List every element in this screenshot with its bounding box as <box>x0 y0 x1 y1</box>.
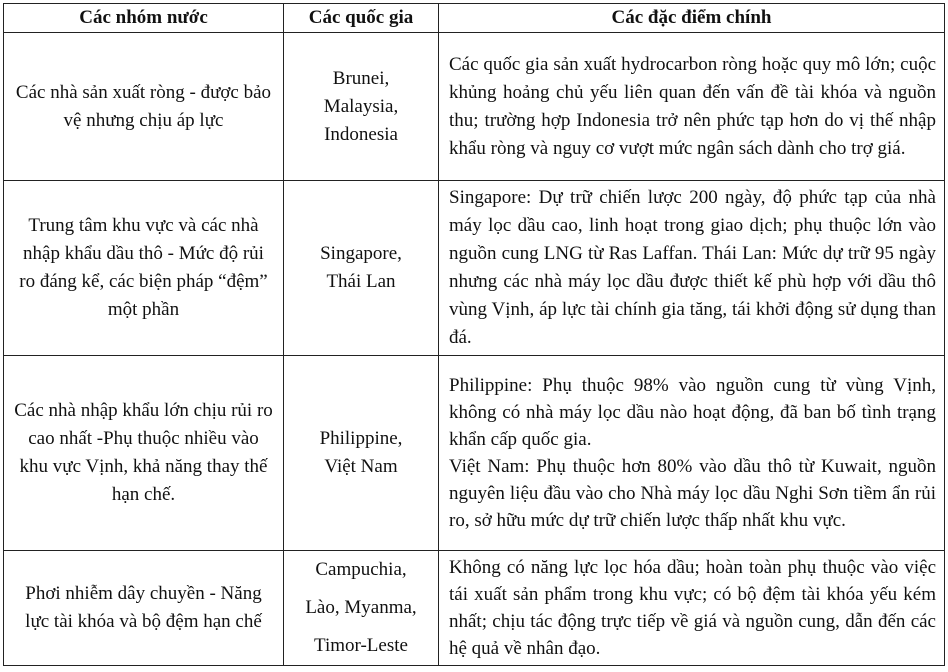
table-row <box>4 356 945 551</box>
table-row <box>4 551 945 666</box>
features-text: Việt Nam: Phụ thuộc hơn 80% vào dầu thô từ Kuwait, nguồn nguyên liệu đầu vào cho Nhà máy lọc dầu Nghi Sơn tiềm ẩn rủi ro, sở hữu mức dự trữ chiến lược thấp nhất khu vực. <box>449 456 936 531</box>
features-text: Singapore: Dự trữ chiến lược 200 ngày, độ phức tạp của nhà máy lọc dầu cao, linh hoạt trong giao dịch; phụ thuộc lớn vào nguồn cung LNG từ Ras Laffan. Thái Lan: Mức dự trữ 95 ngày nhưng các nhà máy lọc dầu được thiết kế phù hợp với dầu thô vùng Vịnh, áp lực tài chính gia tăng, tái khởi động sử dụng than đá. <box>449 187 936 348</box>
country-name: Malaysia, <box>323 95 399 117</box>
features-cell <box>439 33 945 181</box>
countries-cell <box>284 33 439 181</box>
header-group: Các nhóm nước <box>4 4 284 33</box>
country-name: Việt Nam <box>324 456 398 477</box>
country-name: Thái Lan <box>326 271 396 292</box>
country-name: Brunei, <box>332 67 390 89</box>
features-cell <box>439 551 945 666</box>
header-row <box>4 4 945 33</box>
group-cell: Các nhà nhập khẩu lớn chịu rủi ro cao nhất -Phụ thuộc nhiều vào khu vực Vịnh, khả năng thay thế hạn chế. <box>4 356 284 551</box>
country-name: Timor-Leste <box>314 635 408 656</box>
header-features: Các đặc điểm chính <box>439 4 945 33</box>
country-name: Lào, Myanma, <box>305 597 417 618</box>
group-cell: Trung tâm khu vực và các nhà nhập khẩu dầu thô - Mức độ rủi ro đáng kể, các biện pháp “đệm” một phần <box>4 181 284 356</box>
group-cell: Phơi nhiễm dây chuyền - Năng lực tài khóa và bộ đệm hạn chế <box>4 551 284 666</box>
countries-cell <box>284 181 439 356</box>
countries-cell <box>284 551 439 666</box>
features-text: Philippine: Phụ thuộc 98% vào nguồn cung từ vùng Vịnh, không có nhà máy lọc dầu nào hoạt động, đã ban bố tình trạng khẩn cấp quốc gia. <box>449 375 936 450</box>
group-cell: Các nhà sản xuất ròng - được bảo vệ nhưng chịu áp lực <box>4 33 284 181</box>
country-name: Philippine, <box>319 428 403 449</box>
countries-cell <box>284 356 439 551</box>
country-name: Campuchia, <box>315 559 407 580</box>
country-groups-table <box>3 3 945 666</box>
features-text: Các quốc gia sản xuất hydrocarbon ròng hoặc quy mô lớn; cuộc khủng hoảng chủ yếu liên quan đến vấn đề tài khóa và nguồn thu; trường hợp Indonesia trở nên phức tạp hơn do vị thế nhập khẩu ròng và nguy cơ vượt mức ngân sách dành cho trợ giá. <box>449 53 936 159</box>
table-row <box>4 181 945 356</box>
features-cell <box>439 356 945 551</box>
features-cell <box>439 181 945 356</box>
country-name: Indonesia <box>324 123 398 145</box>
header-countries: Các quốc gia <box>284 4 439 33</box>
table-row <box>4 33 945 181</box>
features-text: Không có năng lực lọc hóa dầu; hoàn toàn phụ thuộc vào việc tái xuất sản phẩm trong khu vực; có bộ đệm tài khóa yếu kém nhất; chịu tác động trực tiếp về giá và nguồn cung, dẫn đến các hệ quả về nhân đạo. <box>449 557 936 659</box>
country-name: Singapore, <box>320 243 402 264</box>
